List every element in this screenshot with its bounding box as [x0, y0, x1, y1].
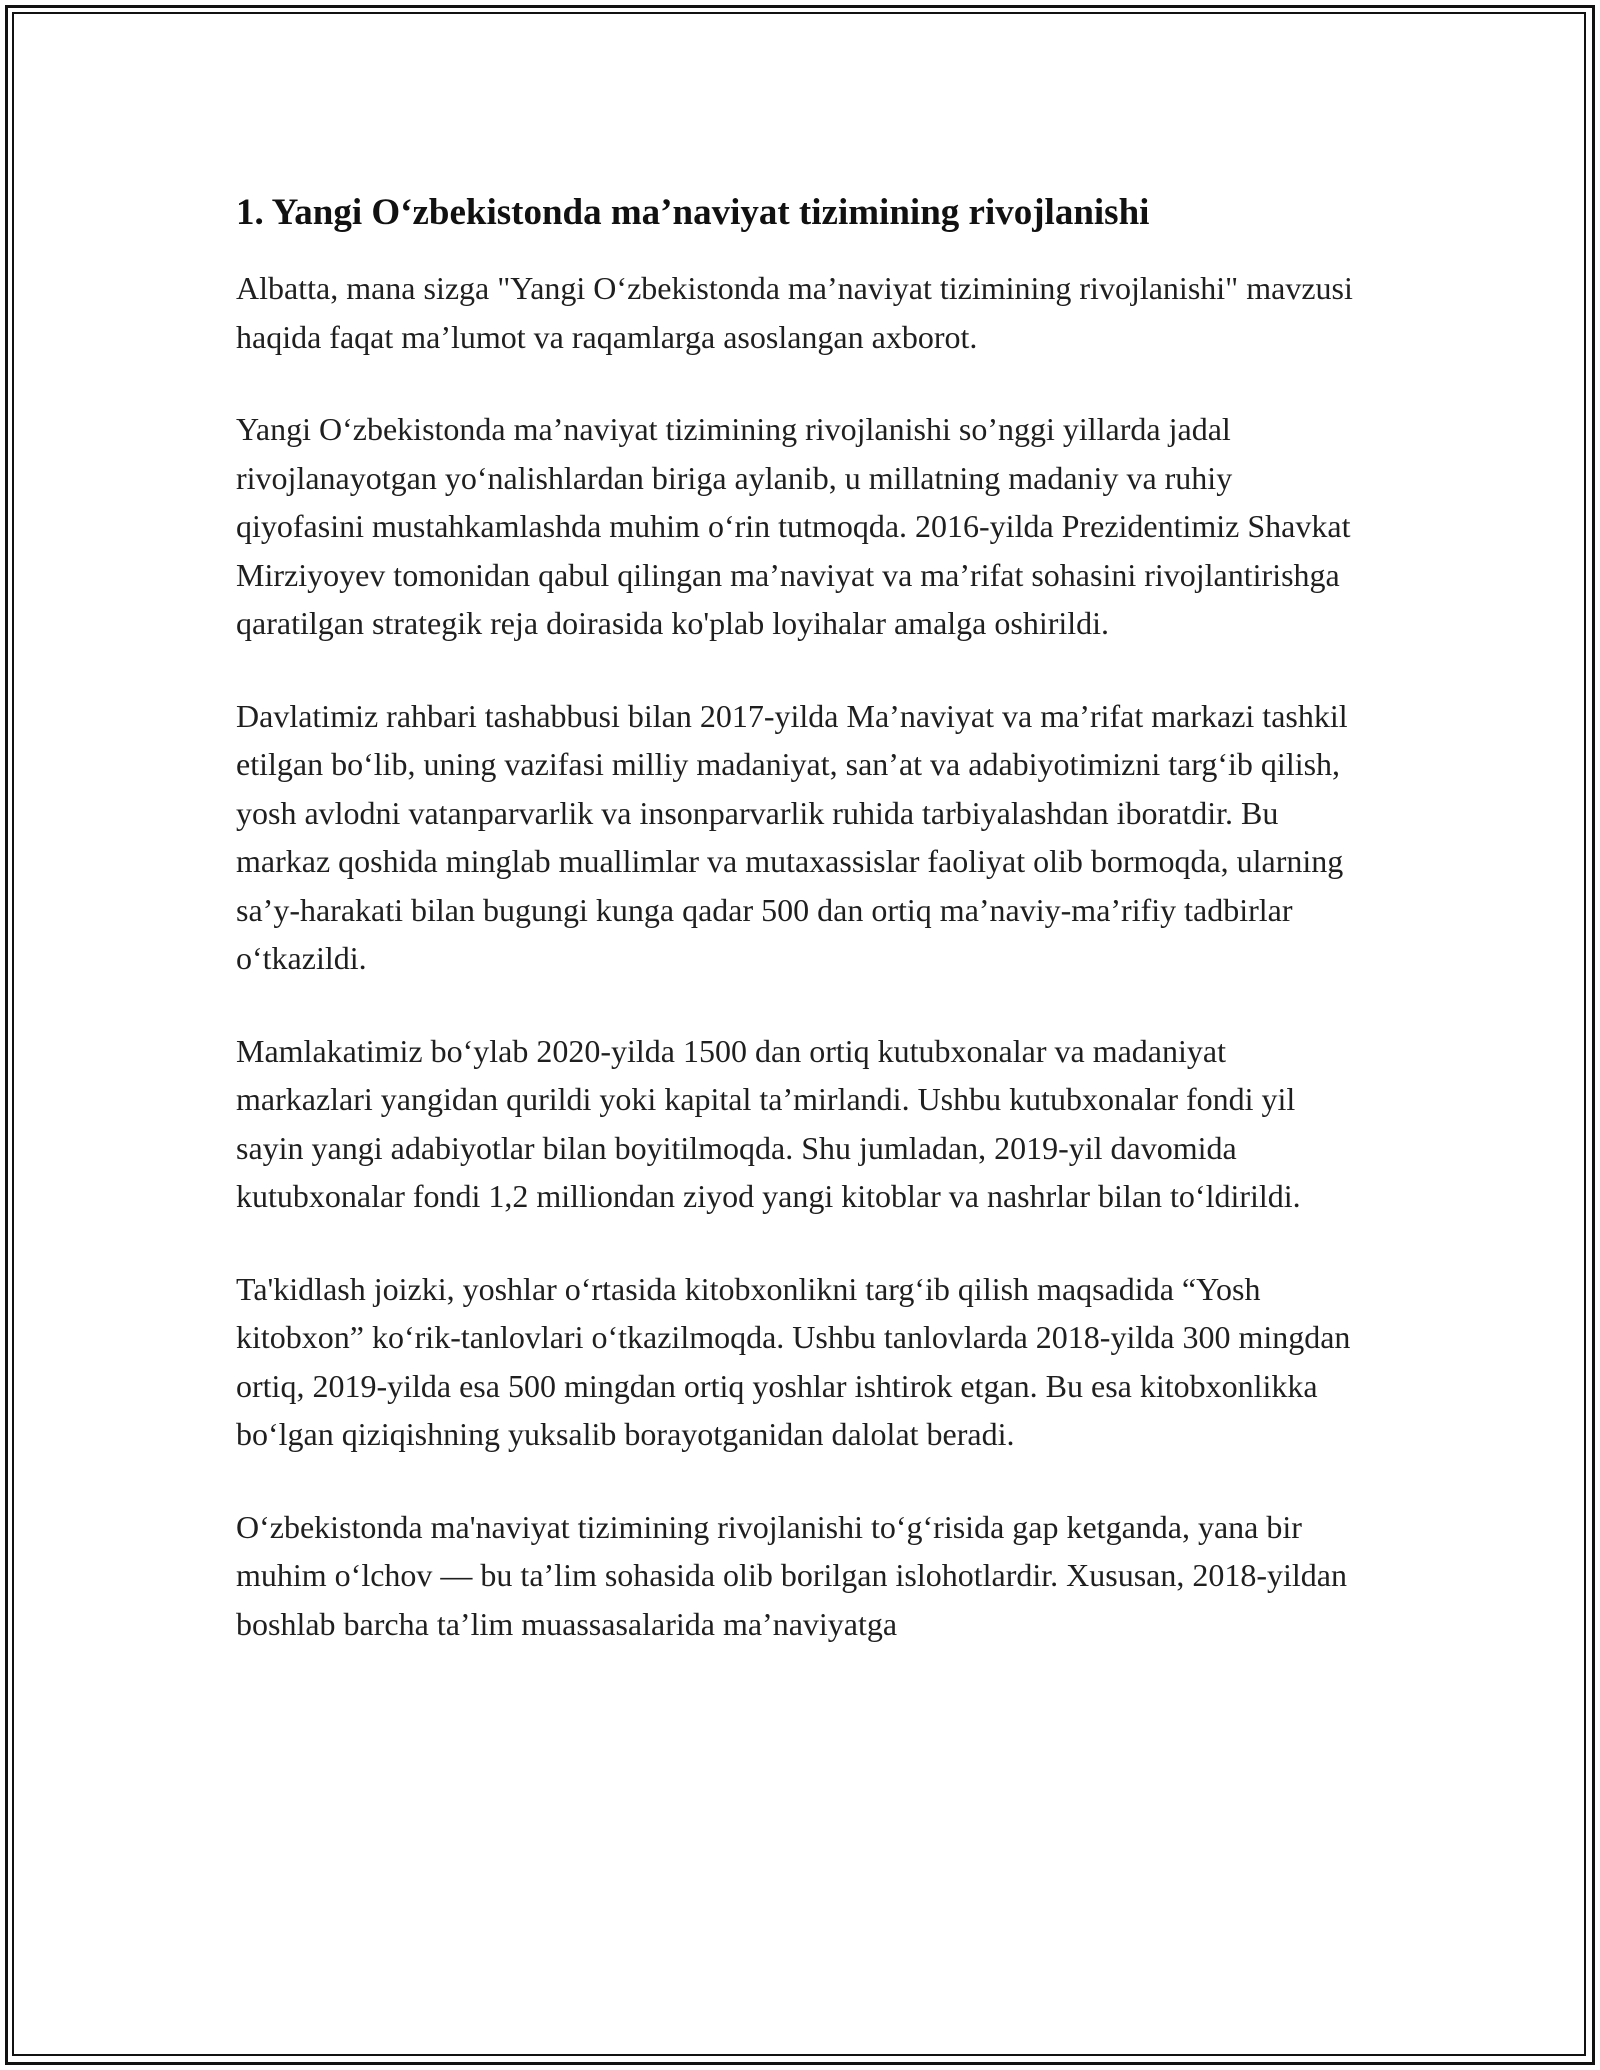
document-body [236, 188, 1366, 1692]
paragraph-strategy: Yangi O‘zbekistonda ma’naviyat tizimining rivojlanishi so’nggi yillarda jadal rivojlanayotgan yo‘nalishlardan biriga aylanib, u millatning madaniy va ruhiy qiyofasini mustahkamlashda muhim o‘rin tutmoqda. 2016-yilda Prezidentimiz Shavkat Mirziyoyev tomonidan qabul qilingan ma’naviyat va ma’rifat sohasini rivojlantirishga qaratilgan strategik reja doirasida ko'plab loyihalar amalga oshirildi. [236, 411, 1351, 641]
section-heading: 1. Yangi O‘zbekistonda ma’naviyat tizimining rivojlanishi [236, 192, 1150, 233]
paragraph-education: O‘zbekistonda ma'naviyat tizimining rivojlanishi to‘g‘risida gap ketganda, yana bir muhim o‘lchov — bu ta’lim sohasida olib borilgan islohotlardir. Xususan, 2018-yildan boshlab barcha ta’lim muassasalarida ma’naviyatga [236, 1508, 1347, 1642]
paragraph-young-readers: Ta'kidlash joizki, yoshlar o‘rtasida kitobxonlikni targ‘ib qilish maqsadida “Yosh kitobxon” ko‘rik-tanlovlari o‘tkazilmoqda. Ushbu tanlovlarda 2018-yilda 300 mingdan ortiq, 2019-yilda esa 500 mingdan ortiq yoshlar ishtirok etgan. Bu esa kitobxonlikka bo‘lgan qiziqishning yuksalib borayotganidan dalolat beradi. [236, 1270, 1351, 1452]
paragraph-libraries: Mamlakatimiz bo‘ylab 2020-yilda 1500 dan ortiq kutubxonalar va madaniyat markazlari yangidan qurildi yoki kapital ta’mirlandi. Ushbu kutubxonalar fondi yil sayin yangi adabiyotlar bilan boyitilmoqda. Shu jumladan, 2019-yil davomida kutubxonalar fondi 1,2 milliondan ziyod yangi kitoblar va nashrlar bilan to‘ldirildi. [236, 1032, 1301, 1214]
paragraph-center: Davlatimiz rahbari tashabbusi bilan 2017-yilda Ma’naviyat va ma’rifat markazi tashkil etilgan bo‘lib, uning vazifasi milliy madaniyat, san’at va adabiyotimizni targ‘ib qilish, yosh avlodni vatanparvarlik va insonparvarlik ruhida tarbiyalashdan iboratdir. Bu markaz qoshida minglab muallimlar va mutaxassislar faoliyat olib bormoqda, ularning sa’y-harakati bilan bugungi kunga qadar 500 dan ortiq ma’naviy-ma’rifiy tadbirlar o‘tkazildi. [236, 697, 1348, 976]
paragraph-intro: Albatta, mana sizga "Yangi O‘zbekistonda ma’naviyat tizimining rivojlanishi" mavzusi haqida faqat ma’lumot va raqamlarga asoslangan axborot. [236, 270, 1353, 355]
